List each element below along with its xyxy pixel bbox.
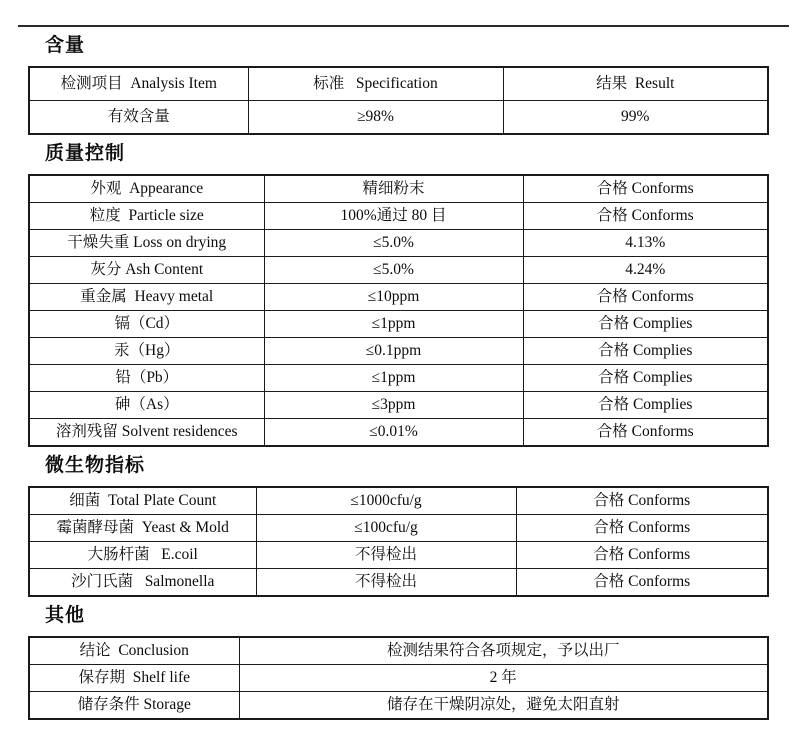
- result-cell: 合格 Complies: [523, 338, 768, 365]
- table-row: [29, 419, 768, 447]
- table-row: [29, 175, 768, 203]
- content-table: [28, 66, 769, 135]
- item-cell: 外观 Appearance: [29, 175, 264, 203]
- spec-cell: ≤5.0%: [264, 230, 523, 257]
- item-cell: 沙门氏菌 Salmonella: [29, 569, 256, 597]
- table-row: [29, 365, 768, 392]
- result-cell: 合格 Complies: [523, 311, 768, 338]
- item-cell: 细菌 Total Plate Count: [29, 487, 256, 515]
- table-row: [29, 487, 768, 515]
- item-cell: 溶剂残留 Solvent residences: [29, 419, 264, 447]
- result-cell: 合格 Conforms: [523, 419, 768, 447]
- header-specification: 标准 Specification: [248, 67, 503, 101]
- spec-cell: ≤1000cfu/g: [256, 487, 516, 515]
- result-cell: 4.13%: [523, 230, 768, 257]
- section-content: [0, 34, 800, 135]
- table-row: [29, 338, 768, 365]
- item-cell: 镉（Cd）: [29, 311, 264, 338]
- spec-cell: ≤0.1ppm: [264, 338, 523, 365]
- table-row: [29, 230, 768, 257]
- result-cell: 合格 Conforms: [516, 515, 768, 542]
- table-row: [29, 637, 768, 665]
- spec-cell: ≤1ppm: [264, 311, 523, 338]
- result-cell: 合格 Conforms: [523, 175, 768, 203]
- item-cell: 重金属 Heavy metal: [29, 284, 264, 311]
- item-cell: 干燥失重 Loss on drying: [29, 230, 264, 257]
- spec-cell: ≤0.01%: [264, 419, 523, 447]
- result-cell: 4.24%: [523, 257, 768, 284]
- result-cell: 合格 Conforms: [523, 284, 768, 311]
- section-heading-microbiological: 微生物指标: [45, 455, 146, 476]
- quality-control-table: [28, 174, 769, 447]
- item-cell: 粒度 Particle size: [29, 203, 264, 230]
- section-microbiological: [0, 454, 800, 597]
- item-cell: 结论 Conclusion: [29, 637, 239, 665]
- result-cell: 合格 Complies: [523, 392, 768, 419]
- spec-cell: 不得检出: [256, 542, 516, 569]
- item-cell: 砷（As）: [29, 392, 264, 419]
- table-row: [29, 392, 768, 419]
- table-row: [29, 515, 768, 542]
- table-row: [29, 257, 768, 284]
- item-cell: 大肠杆菌 E.coil: [29, 542, 256, 569]
- result-cell: 合格 Complies: [523, 365, 768, 392]
- section-other: [0, 604, 800, 720]
- result-cell: 合格 Conforms: [516, 569, 768, 597]
- result-cell: 合格 Conforms: [516, 487, 768, 515]
- item-cell: 铅（Pb）: [29, 365, 264, 392]
- spec-cell: ≤5.0%: [264, 257, 523, 284]
- microbiological-table: [28, 486, 769, 597]
- header-analysis-item: 检测项目 Analysis Item: [29, 67, 248, 101]
- section-heading-content: 含量: [45, 35, 86, 56]
- section-heading-other: 其他: [45, 605, 86, 626]
- item-cell: 灰分 Ash Content: [29, 257, 264, 284]
- item-cell: 汞（Hg）: [29, 338, 264, 365]
- section-heading-quality-control: 质量控制: [45, 143, 126, 164]
- table-row: [29, 542, 768, 569]
- top-rule-divider: [18, 25, 789, 27]
- header-result: 结果 Result: [503, 67, 768, 101]
- value-cell: 检测结果符合各项规定，予以出厂: [239, 637, 768, 665]
- table-header-row: [29, 67, 768, 101]
- spec-cell: ≤3ppm: [264, 392, 523, 419]
- spec-cell: 不得检出: [256, 569, 516, 597]
- item-cell: 霉菌酵母菌 Yeast & Mold: [29, 515, 256, 542]
- spec-cell: 精细粉末: [264, 175, 523, 203]
- result-cell: 合格 Conforms: [523, 203, 768, 230]
- result-cell: 99%: [503, 101, 768, 135]
- spec-cell: ≤10ppm: [264, 284, 523, 311]
- table-row: [29, 284, 768, 311]
- table-row: [29, 311, 768, 338]
- result-cell: 合格 Conforms: [516, 542, 768, 569]
- value-cell: 储存在干燥阴凉处，避免太阳直射: [239, 692, 768, 720]
- table-row: [29, 569, 768, 597]
- spec-cell: ≤100cfu/g: [256, 515, 516, 542]
- spec-cell: 100%通过 80 目: [264, 203, 523, 230]
- spec-cell: ≥98%: [248, 101, 503, 135]
- item-cell: 保存期 Shelf life: [29, 665, 239, 692]
- table-row: [29, 665, 768, 692]
- item-cell: 有效含量: [29, 101, 248, 135]
- item-cell: 储存条件 Storage: [29, 692, 239, 720]
- spec-cell: ≤1ppm: [264, 365, 523, 392]
- table-row: [29, 692, 768, 720]
- other-table: [28, 636, 769, 720]
- table-row: [29, 203, 768, 230]
- table-row: [29, 101, 768, 135]
- value-cell: 2 年: [239, 665, 768, 692]
- section-quality-control: [0, 142, 800, 447]
